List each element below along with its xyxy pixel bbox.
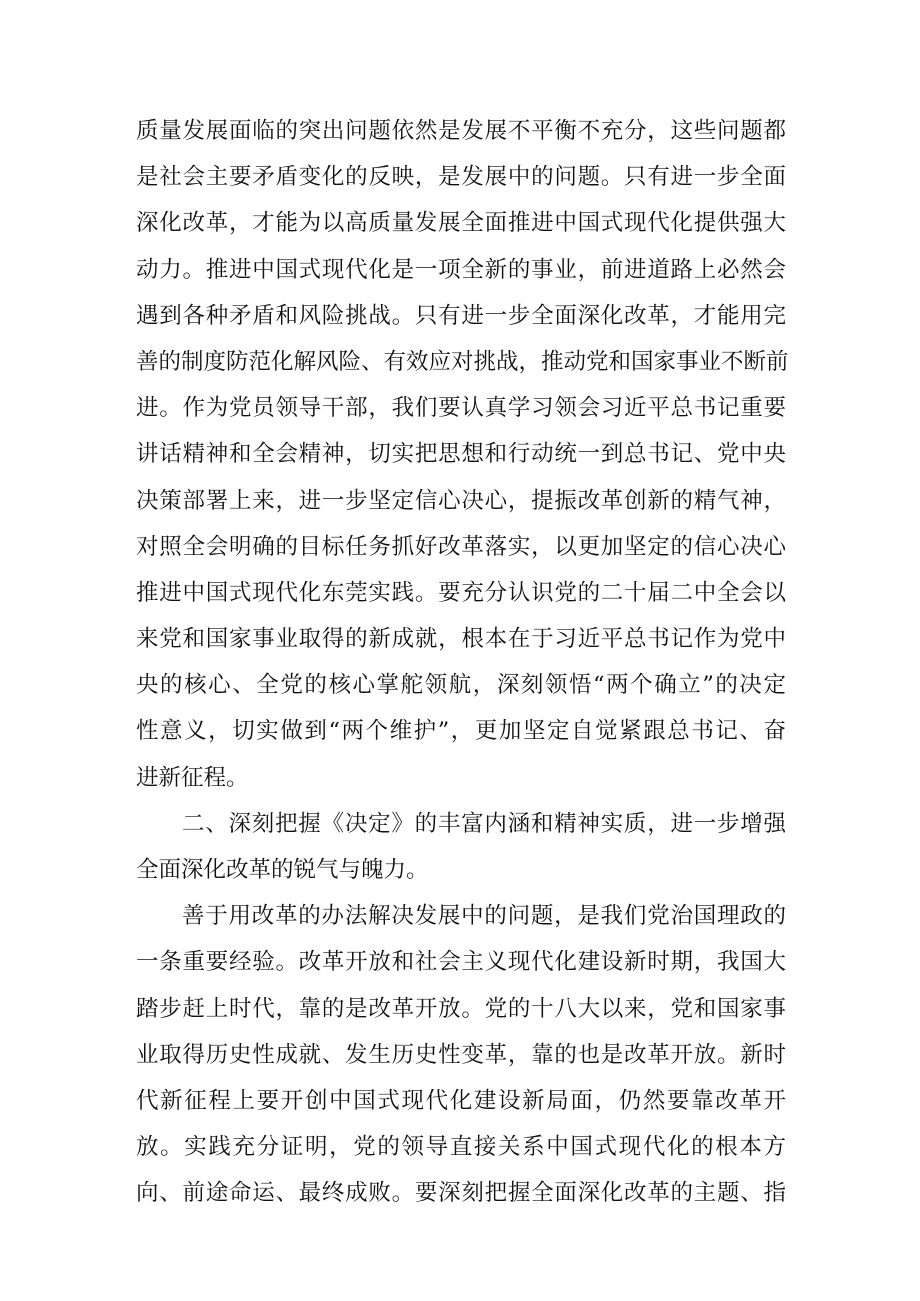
- text-line: 进。作为党员领导干部，我们要认真学习领会习近平总书记重要: [136, 395, 786, 422]
- text-line: 进新征程。: [136, 764, 249, 791]
- text-line: 是社会主要矛盾变化的反映，是发展中的问题。只有进一步全面: [136, 164, 786, 191]
- text-line: 业取得历史性成就、发生历史性变革，靠的也是改革开放。新时: [136, 1041, 786, 1068]
- text-line: 动力。推进中国式现代化是一项全新的事业，前进道路上必然会: [136, 256, 786, 283]
- text-line: 对照全会明确的目标任务抓好改革落实，以更加坚定的信心决心: [136, 533, 786, 560]
- text-line: 推进中国式现代化东莞实践。要充分认识党的二十届二中全会以: [136, 579, 786, 606]
- section-heading-line: 全面深化改革的锐气与魄力。: [136, 857, 429, 883]
- text-line: 踏步赶上时代，靠的是改革开放。党的十八大以来，党和国家事: [136, 995, 786, 1022]
- text-line: 善于用改革的办法解决发展中的问题，是我们党治国理政的: [182, 903, 786, 930]
- text-line: 性意义，切实做到“两个维护”，更加坚定自觉紧跟总书记、奋: [136, 718, 786, 745]
- text-line: 深化改革，才能为以高质量发展全面推进中国式现代化提供强大: [136, 210, 786, 237]
- text-line: 质量发展面临的突出问题依然是发展不平衡不充分，这些问题都: [136, 118, 786, 144]
- text-line: 来党和国家事业取得的新成就，根本在于习近平总书记作为党中: [136, 626, 786, 653]
- text-line: 善的制度防范化解风险、有效应对挑战，推动党和国家事业不断前: [136, 348, 789, 375]
- text-line: 放。实践充分证明，党的领导直接关系中国式现代化的根本方: [136, 1134, 786, 1161]
- text-line: 一条重要经验。改革开放和社会主义现代化建设新时期，我国大: [136, 949, 786, 976]
- text-line: 向、前途命运、最终成败。要深刻把握全面深化改革的主题、指: [136, 1180, 786, 1207]
- text-line: 央的核心、全党的核心掌舵领航，深刻领悟“两个确立”的决定: [136, 672, 786, 699]
- section-heading-line: 二、深刻把握《决定》的丰富内涵和精神实质，进一步增强: [182, 810, 786, 837]
- body-text: [136, 108, 789, 1217]
- text-line: 决策部署上来，进一步坚定信心决心，提振改革创新的精气神，: [136, 487, 786, 514]
- text-line: 讲话精神和全会精神，切实把思想和行动统一到总书记、党中央: [136, 441, 786, 468]
- text-line: 遇到各种矛盾和风险挑战。只有进一步全面深化改革，才能用完: [136, 302, 786, 329]
- text-line: 代新征程上要开创中国式现代化建设新局面，仍然要靠改革开: [136, 1087, 786, 1114]
